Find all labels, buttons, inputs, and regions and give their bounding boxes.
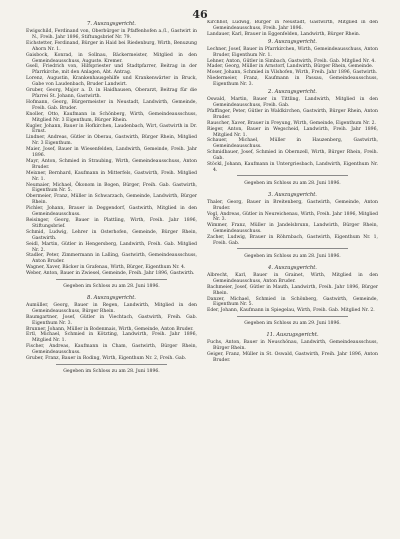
register-entry: Kirchhof, Ludwig, Bürger in Neustadt, Gastwirth, Mitglied in den Gemeindeausschuss, Freih. Jahr 1896.	[207, 20, 378, 31]
register-entry: Baumgartner, Josef, Gütler in Viechtach, Gastwirth, Freih. Gab. Eigenthum Nr. 3.	[26, 314, 197, 326]
register-entry: Stöckl, Johann, Kaufmann in Untergriesbach, Landwirth, Eigenthum Nr. 4.	[207, 162, 378, 173]
register-entry: Kugler, Johann, Bauer in Hofkirchen, Laudenbach, Wirt, Gastwirth in Dr. Ernst.	[26, 123, 197, 135]
register-entry: Rieger, Anton, Bauer in Wegscheid, Landwirth, Freih. Jahr 1896, Mitglied Nr. 1.	[207, 126, 378, 138]
register-entry: Lorenz, Augustin, Krankenhausgehilfe und Krankenwärter in Bruck, Gabe von Laudenbach, Bruder Landwirt.	[26, 76, 197, 88]
register-entry: Bachmeier, Josef, Gütler in Mauth, Landwirth, Freih. Jahr 1896, Bürger Rhein.	[207, 284, 378, 296]
register-entry: Lindner, Andreas, Gütler in Oberau, Gastwirth, Bürger Rhein, Mitglied Nr. 3 Eigenthum.	[26, 135, 197, 147]
register-entry: Oswald, Martin, Bauer in Tittling, Landwirth, Mitglied in den Gemeindeausschuss, Freih. Gab.	[207, 97, 378, 108]
columns	[26, 20, 378, 532]
register-entry: Gaisbock, Konrad, in Sollnau, Bäckermeister, Mitglied in den Gemeindeausschuss, Auguste. Kremer.	[26, 52, 197, 64]
register-entry: Wagner, Xaver, Bäcker in Grafenau, Wirth, Bürger, Eigenthum Nr. 4.	[26, 265, 186, 271]
register-entry: Wimmer, Franz, Müller in Jandelsbrunn, Landwirth, Bürger Rhein, Gemeindeausschuss.	[207, 223, 378, 235]
register-entry: Brunner, Johann, Müller in Bodenmais, Wirth, Gemeinde, Anton Bruder.	[26, 326, 194, 332]
register-entry: Weber, Anton, Bauer in Zwiesel, Gemeinde, Freih. Jahr 1896, Gastwirth.	[26, 271, 195, 277]
register-entry: Stadler, Peter, Zimmermann in Lalling, Gastwirth, Gemeindeausschuss, Anton Bruder.	[26, 253, 197, 265]
register-entry: Lechner, Josef, Bauer in Pfarrkirchen, Wirth, Gemeindeausschuss, Anton Bruder, Eigenthum Nr. 1.	[207, 46, 378, 58]
register-entry: Eder, Johann, Kaufmann in Spiegelau, Wirth, Freih. Gab. Mitglied Nr. 2.	[207, 308, 375, 314]
date-line: Gegeben im Schloss zu am 28. Juni 1896.	[63, 284, 160, 290]
register-entry: Niedermeier, Franz, Kaufmann in Passau, Gemeindeausschuss, Eigenthum Nr. 3.	[207, 76, 378, 88]
left-column	[26, 20, 197, 532]
register-entry: Pfaffinger, Peter, Gütler in Waldkirchen, Gastwirth, Bürger Rhein, Anton Bruder.	[207, 108, 378, 120]
register-entry: Thaler, Georg, Bauer in Breitenberg, Gastwirth, Gemeinde, Anton Bruder.	[207, 199, 378, 211]
section-heading: 7. Auszugsgericht.	[87, 21, 136, 27]
section-heading: 3. Auszugsgericht.	[268, 191, 317, 198]
section-heading: 2. Auszugsgericht.	[268, 89, 317, 96]
register-entry: Vogl, Andreas, Gütler in Neureichenau, Wirth, Freih. Jahr 1896, Mitglied Nr. 3.	[207, 211, 378, 223]
divider-rule	[56, 279, 167, 280]
register-entry: Neumaier, Michael, Ökonom in Bogen, Bürger, Freih. Gab. Gastwirth, Eigenthum Nr. 5.	[26, 182, 197, 194]
register-entry: Fuchs, Anton, Bauer in Neuschönau, Landwirth, Gemeindeausschuss, Bürger Rhein.	[207, 340, 378, 352]
register-entry: Albrecht, Karl, Bauer in Grainet, Wirth, Mitglied in den Gemeindeausschuss, Anton Bruder.	[207, 272, 378, 284]
page-number: 46	[192, 8, 208, 21]
register-entry: Meixner, Bernhard, Kaufmann in Mitterfels, Gastwirth, Freih. Mitglied Nr. 1.	[26, 170, 197, 182]
date-line: Gegeben im Schloss zu am 29. Juni 1896.	[244, 321, 341, 327]
register-entry: Geiger, Franz, Müller in St. Oswald, Gastwirth, Freih. Jahr 1896, Anton Bruder.	[207, 351, 378, 363]
register-entry: Fischer, Andreas, Kaufmann in Cham, Gastwirth, Bürger Rhein, Gemeindeausschuss.	[26, 344, 197, 356]
register-entry: Hofmann, Georg, Bürgermeister in Neustadt, Landwirth, Gemeinde, Freih. Gab. Bruder.	[26, 99, 197, 111]
register-entry: Ertl, Michael, Schmied in Kötzting, Landwirth, Freih. Jahr 1896, Mitglied Nr. 1.	[26, 332, 197, 344]
date-line: Gegeben im Schloss zu am 28. Juni 1896.	[63, 369, 160, 375]
register-entry: Danzer, Michael, Schmied in Schönberg, Gastwirth, Gemeinde, Eigenthum Nr. 5.	[207, 296, 378, 308]
register-entry: Ewigschild, Ferdinand von, Oberbürger in Pfaffenhofen a./I., Gastwirt in N., Freih. Jahr 1896, Stiftungsbrief Nr. 79.	[26, 29, 197, 40]
register-entry: Knoller, Otto, Kaufmann in Schönberg, Wirth, Gemeindeausschuss, Mitglied Nr. 3 Eigenthum, Bürger Rhein.	[26, 111, 197, 123]
register-entry: Gruber, Georg, Major a. D. in Haidhausen, Oberarzt, Beitrag für die Pfarrei St. Johann, Gastwirth.	[26, 88, 197, 99]
date-line: Gegeben im Schloss zu am 28. Juni 1896.	[244, 180, 341, 186]
register-entry: Eichstetter, Ferdinand, Bürger in Haid bei Riedenburg, Wirth, Benuzung Ahorn Nr. 1.	[26, 40, 197, 52]
right-column	[207, 20, 378, 532]
register-entry: Pichler, Johann, Brauer in Deggendorf, Gastwirth, Mitglied in den Gemeindeausschuss.	[26, 206, 197, 218]
divider-rule	[237, 316, 348, 317]
register-entry: Landauer, Karl, Brauer in Eggenfelden, Landwirth, Bürger Rhein.	[207, 31, 361, 37]
register-entry: Gruber, Franz, Bauer in Roding, Wirth, Eigenthum Nr. 2, Freih. Gab.	[26, 356, 187, 362]
register-entry: Schmidbauer, Josef, Schmied in Obernzell, Wirth, Bürger Rhein, Freih. Gab.	[207, 150, 378, 162]
register-entry: Rauscher, Xaver, Brauer in Freyung, Wirth, Gemeinde, Eigenthum Nr. 2.	[207, 120, 376, 126]
register-entry: Maier, Josef, Bauer in Wiesenfelden, Landwirth, Gemeinde, Freih. Jahr 1896.	[26, 147, 197, 159]
date-line: Gegeben im Schloss zu am 28. Juni 1896.	[244, 254, 341, 260]
section-heading: 8. Auszugsgericht.	[87, 294, 136, 301]
register-entry: Moser, Johann, Schmied in Vilshofen, Wirth, Freih. Jahr 1896, Gastwirth.	[207, 70, 378, 76]
register-entry: Lehner, Anton, Gütler in Simbach, Gastwirth, Freih. Gab. Mitglied Nr. 4.	[207, 58, 376, 64]
register-entry: Gsell, Friedrich von, Hilfspriester und Stadtpfarrer, Beitrag in der Pfarrkirche, mit den Anlagen, Abt. Antrag.	[26, 64, 197, 76]
register-entry: Schauer, Michael, Müller in Hauzenberg, Gastwirth, Gemeindeausschuss.	[207, 138, 378, 150]
divider-rule	[56, 364, 167, 365]
register-entry: Seidl, Martin, Gütler in Hengersberg, Landwirth, Freih. Gab. Mitglied Nr. 2.	[26, 241, 197, 253]
divider-rule	[237, 248, 348, 249]
section-heading: 11. Auszugsgericht.	[266, 332, 319, 339]
register-entry: Zacher, Ludwig, Brauer in Röhrnbach, Gastwirth, Eigenthum Nr. 1, Freih. Gab.	[207, 235, 378, 247]
register-entry: Mader, Georg, Müller in Arnstorf, Landwirth, Bürger Rhein, Gemeinde.	[207, 64, 374, 70]
register-entry: Aumüller, Georg, Bauer in Regen, Landwirth, Mitglied in den Gemeindeausschuss, Bürger Rhein.	[26, 302, 197, 314]
divider-rule	[237, 175, 348, 176]
register-entry: Schmid, Ludwig, Lehrer in Osterhofen, Gemeinde, Bürger Rhein, Gastwirth.	[26, 229, 197, 241]
section-heading: 9. Auszugsgericht.	[268, 38, 317, 45]
register-entry: Mayr, Anton, Schmied in Straubing, Wirth, Gemeindeausschuss, Anton Bruder.	[26, 158, 197, 170]
register-entry: Reisinger, Georg, Bauer in Plattling, Wirth, Freih. Jahr 1896, Stiftungsbrief.	[26, 218, 197, 229]
section-heading: 4. Auszugsgericht.	[268, 264, 317, 271]
register-entry: Obermeier, Franz, Müller in Schwarzach, Gemeinde, Landwirth, Bürger Rhein.	[26, 194, 197, 206]
